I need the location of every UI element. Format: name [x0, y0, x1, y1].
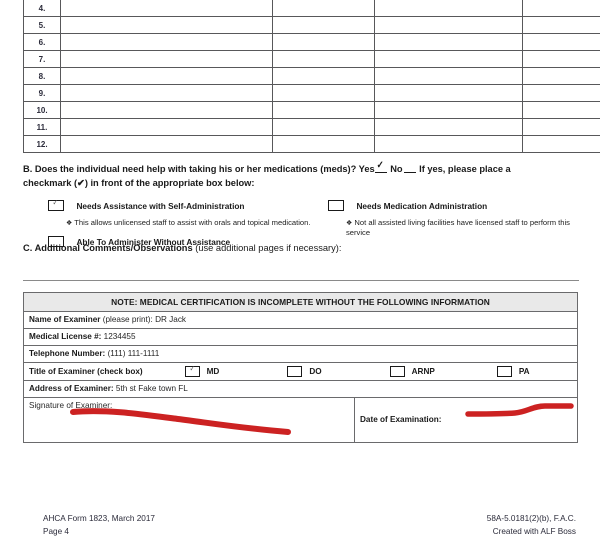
signature-of-examiner-label: Signature of Examiner: [29, 401, 113, 410]
dosage-cell[interactable] [273, 51, 375, 68]
option-label: Able To Administer Without Assistance [76, 236, 231, 247]
dosage-cell[interactable] [273, 34, 375, 51]
directions-cell[interactable] [375, 17, 523, 34]
medical-license-value: 1234455 [103, 332, 136, 341]
dosage-cell[interactable] [273, 85, 375, 102]
route-cell[interactable] [523, 102, 600, 119]
table-row[interactable] [24, 85, 600, 102]
form-identifier: AHCA Form 1823, March 2017 [43, 514, 155, 523]
row-number: 10. [24, 102, 61, 119]
checkbox-needs-assistance-self-administration[interactable] [48, 200, 64, 211]
yes-checkmark-field[interactable] [375, 160, 388, 177]
section-b-letter: B. [23, 164, 33, 174]
medication-continuation-table [23, 0, 600, 153]
directions-cell[interactable] [375, 136, 523, 153]
table-row[interactable] [24, 102, 600, 119]
title-option-label: PA [518, 366, 530, 376]
checkbox-needs-medication-administration[interactable] [328, 200, 344, 211]
name-of-examiner-cell[interactable] [24, 312, 578, 329]
title-of-examiner-label: Title of Examiner (check box) [29, 366, 143, 376]
medical-license-label: Medical License #: [29, 332, 102, 341]
table-row[interactable] [24, 119, 600, 136]
option-note-text: Not all assisted living facilities have licensed staff to perform this service [346, 218, 570, 238]
table-row[interactable] [24, 17, 600, 34]
signature-of-examiner-cell[interactable] [24, 398, 355, 442]
route-cell[interactable] [523, 85, 600, 102]
checkbox-arnp[interactable] [390, 366, 405, 377]
dosage-cell[interactable] [273, 17, 375, 34]
medical-certification-table [23, 292, 578, 443]
signature-date-inner-row [24, 398, 577, 442]
telephone-number-row[interactable] [24, 346, 578, 363]
route-cell[interactable] [523, 0, 600, 17]
table-row[interactable] [24, 51, 600, 68]
certification-header-row [24, 293, 578, 312]
date-of-examination-cell[interactable] [355, 398, 578, 442]
footer-left [43, 513, 155, 538]
section-c [23, 243, 341, 253]
address-of-examiner-value: 5th st Fake town FL [115, 384, 188, 393]
section-divider [23, 280, 579, 281]
telephone-number-cell[interactable] [24, 346, 578, 363]
directions-cell[interactable] [375, 51, 523, 68]
dosage-cell[interactable] [273, 102, 375, 119]
table-row[interactable] [24, 0, 600, 17]
check-icon: ✓ [376, 160, 384, 171]
option-label: Needs Assistance with Self-Administration [76, 200, 245, 211]
certification-header: NOTE: MEDICAL CERTIFICATION IS INCOMPLETE WITHOUT THE FOLLOWING INFORMATION [24, 293, 578, 312]
address-of-examiner-cell[interactable] [24, 381, 578, 398]
section-b-question-tail: If yes, please place a [419, 164, 511, 174]
title-of-examiner-cell [24, 363, 578, 381]
medication-table-body [24, 0, 600, 153]
option-needs-assistance-self-administration[interactable] [48, 197, 328, 228]
section-b-question [23, 160, 579, 190]
title-option-label: DO [309, 366, 322, 376]
dosage-cell[interactable] [273, 0, 375, 17]
title-option-do[interactable] [287, 366, 321, 377]
section-b-question-text: Does the individual need help with taking his or her medications (meds)? Yes [34, 164, 375, 174]
table-row[interactable] [24, 136, 600, 153]
diamond-bullet-icon: ❖ [346, 220, 353, 227]
creator-credit: Created with ALF Boss [492, 526, 576, 536]
signature-and-date-cell [24, 398, 578, 443]
footer-right [487, 513, 576, 538]
section-b-question-line2: checkmark (✔) in front of the appropriate box below: [23, 177, 255, 188]
row-number: 9. [24, 85, 61, 102]
option-needs-medication-administration[interactable] [328, 197, 583, 237]
signature-row[interactable] [24, 398, 578, 443]
table-row[interactable] [24, 34, 600, 51]
certification-body [24, 293, 578, 443]
medication-cell[interactable] [61, 0, 273, 17]
row-number: 8. [24, 68, 61, 85]
title-option-label: MD [206, 366, 220, 376]
no-label: No [390, 164, 403, 174]
row-number: 6. [24, 34, 61, 51]
dosage-cell[interactable] [273, 68, 375, 85]
name-of-examiner-row[interactable] [24, 312, 578, 329]
name-of-examiner-label: Name of Examiner [29, 315, 101, 324]
section-c-letter: C. [23, 243, 33, 253]
medication-cell[interactable] [61, 136, 273, 153]
medication-cell[interactable] [61, 85, 273, 102]
row-number: 5. [24, 17, 61, 34]
row-number: 12. [24, 136, 61, 153]
directions-cell[interactable] [375, 85, 523, 102]
route-cell[interactable] [523, 136, 600, 153]
route-cell[interactable] [523, 68, 600, 85]
medication-cell[interactable] [61, 34, 273, 51]
directions-cell[interactable] [375, 34, 523, 51]
title-option-label: ARNP [411, 366, 435, 376]
row-number: 7. [24, 51, 61, 68]
row-number: 11. [24, 119, 61, 136]
route-cell[interactable] [523, 17, 600, 34]
option-note [346, 218, 583, 237]
name-of-examiner-value: DR Jack [155, 315, 187, 324]
diamond-bullet-icon: ❖ [66, 220, 73, 227]
route-cell[interactable] [523, 34, 600, 51]
directions-cell[interactable] [375, 102, 523, 119]
option-label: Needs Medication Administration [356, 200, 488, 211]
signature-date-inner-table [24, 398, 577, 442]
route-cell[interactable] [523, 119, 600, 136]
medication-cell[interactable] [61, 102, 273, 119]
directions-cell[interactable] [375, 68, 523, 85]
route-cell[interactable] [523, 51, 600, 68]
directions-cell[interactable] [375, 119, 523, 136]
section-b [23, 160, 579, 247]
title-of-examiner-row[interactable] [24, 363, 578, 381]
option-note-text: This allows unlicensed staff to assist with orals and topical medication. [74, 218, 311, 227]
title-option-pa[interactable] [497, 366, 530, 377]
medical-license-cell[interactable] [24, 329, 578, 346]
telephone-number-value: (111) 111-1111 [107, 349, 160, 358]
section-c-title: Additional Comments/Observations [34, 243, 193, 253]
page-number: Page 4 [43, 526, 69, 536]
name-of-examiner-hint: (please print): [102, 315, 153, 324]
address-of-examiner-label: Address of Examiner: [29, 384, 114, 393]
statute-reference: 58A-5.0181(2)(b), F.A.C. [486, 514, 576, 523]
option-note [66, 218, 328, 228]
medication-cell[interactable] [61, 119, 273, 136]
title-option-md[interactable] [185, 366, 220, 377]
medication-cell[interactable] [61, 17, 273, 34]
address-of-examiner-row[interactable] [24, 381, 578, 398]
checkbox-do[interactable] [287, 366, 302, 377]
date-of-examination-label: Date of Examination: [360, 415, 442, 424]
directions-cell[interactable] [375, 0, 523, 17]
row-number: 4. [24, 0, 61, 17]
dosage-cell[interactable] [273, 119, 375, 136]
checkbox-md[interactable] [185, 366, 200, 377]
dosage-cell[interactable] [273, 136, 375, 153]
medical-license-row[interactable] [24, 329, 578, 346]
telephone-number-label: Telephone Number: [29, 349, 106, 358]
medication-cell[interactable] [61, 51, 273, 68]
section-c-subtitle: (use additional pages if necessary): [195, 243, 342, 253]
medication-cell[interactable] [61, 68, 273, 85]
no-blank-field[interactable] [404, 172, 416, 173]
checkbox-pa[interactable] [497, 366, 512, 377]
section-b-options [23, 197, 579, 247]
title-option-arnp[interactable] [390, 366, 435, 377]
table-row[interactable] [24, 68, 600, 85]
